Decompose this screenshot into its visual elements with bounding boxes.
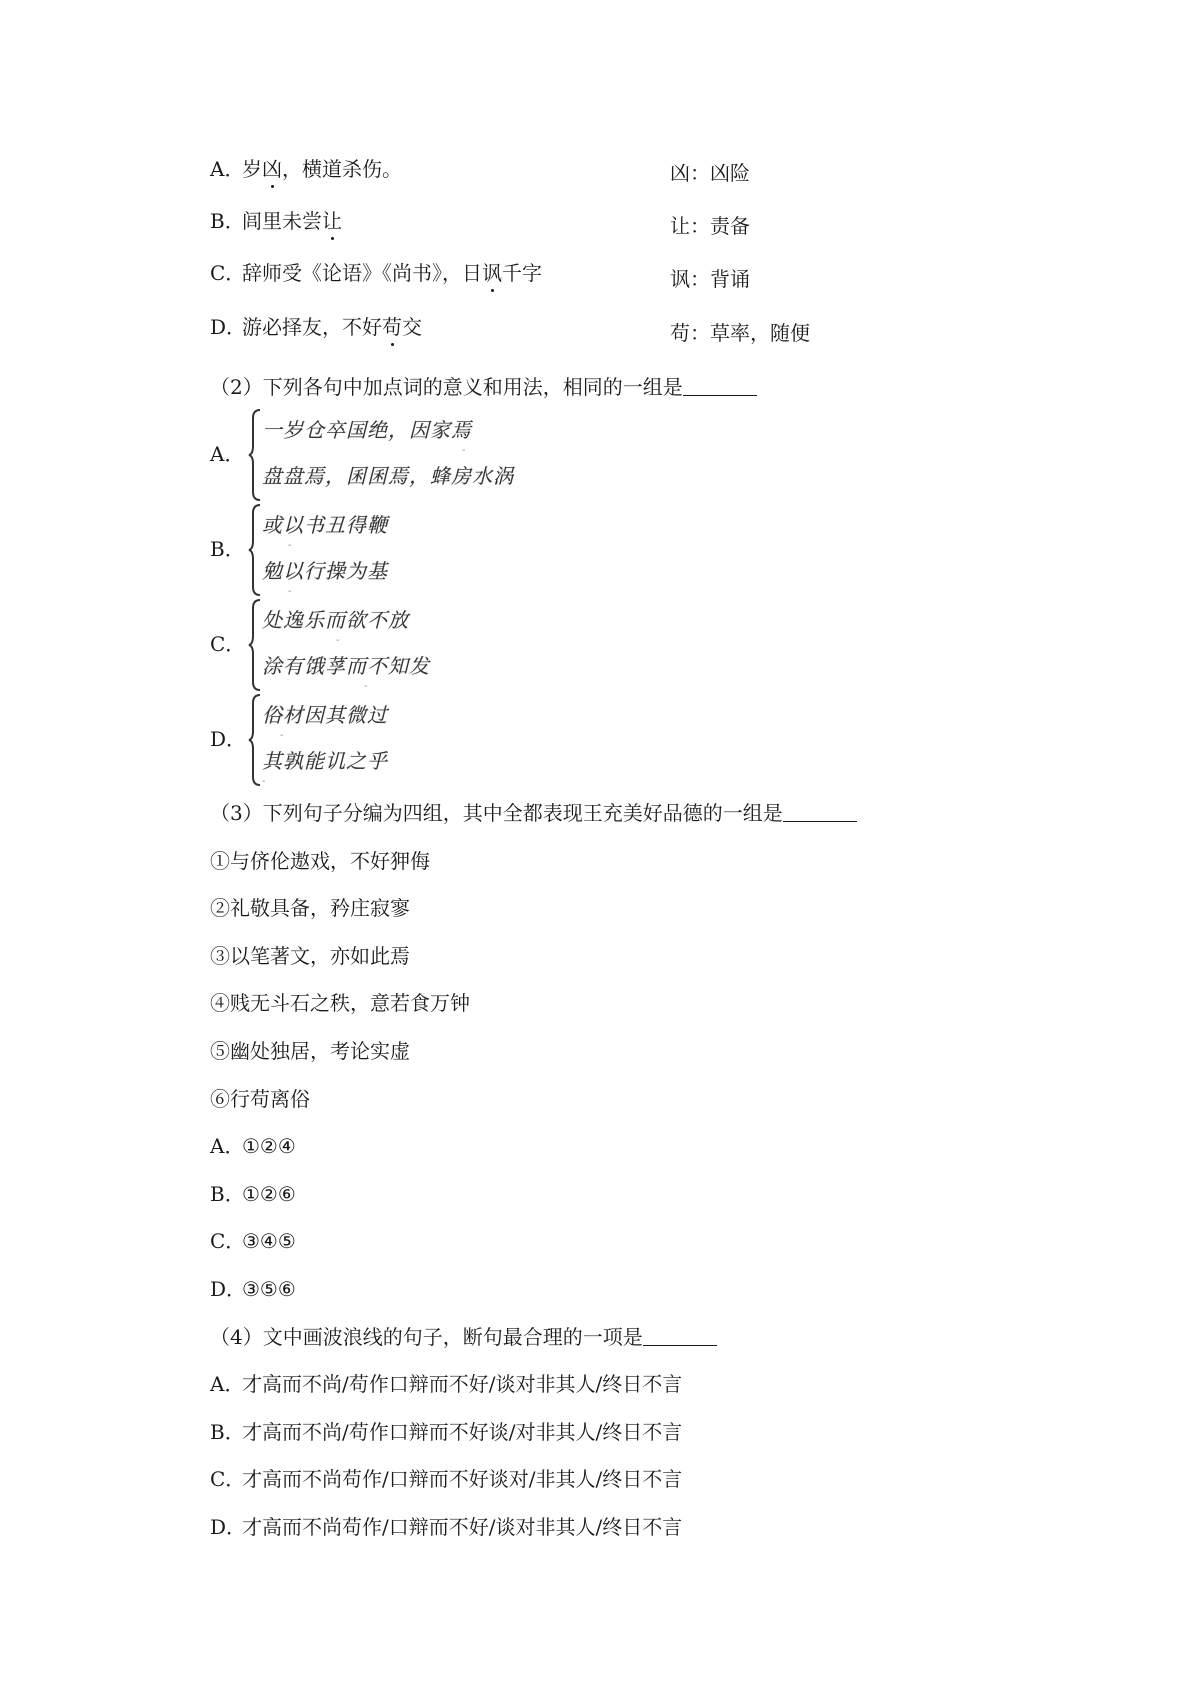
q3-option-a: A．①②④	[210, 1134, 296, 1158]
brace-icon	[248, 408, 262, 502]
q3-option-b: B．①②⑥	[210, 1182, 296, 1206]
q3-item: ②礼敬具备，矜庄寂寥	[210, 896, 410, 920]
q1-gloss-b: 让：责备	[670, 214, 750, 238]
q4-option-c: C．才高而不尚苟作/口辩而不好谈对/非其人/终日不言	[210, 1467, 683, 1491]
q2-option-c: C． 处逸乐而欲不放 涂有饿莩而不知发 - -	[210, 598, 530, 692]
q3-item: ①与侪伦遨戏，不好狎侮	[210, 849, 430, 873]
q3-option-d: D．③⑤⑥	[210, 1277, 296, 1301]
emphasis-dot-word: 凶	[262, 157, 282, 181]
brace-icon	[248, 693, 262, 787]
q1-option-c: C．辞师受《论语》《尚书》，日讽千字	[210, 261, 542, 285]
q3-option-c: C．③④⑤	[210, 1229, 296, 1253]
q2-option-d: D． 俗材因其微过 其孰能讥之乎 - -	[210, 693, 530, 787]
brace-icon	[248, 598, 262, 692]
q1-gloss-a: 凶：凶险	[670, 161, 750, 185]
q1-gloss-c: 讽：背诵	[670, 267, 750, 291]
answer-blank	[643, 1327, 717, 1346]
answer-blank	[783, 803, 857, 822]
q2-option-b: B． 或以书丑得鞭 勉以行操为基 - -	[210, 503, 530, 597]
q3-item: ③以笔著文，亦如此焉	[210, 944, 410, 968]
q2-stem: （2）下列各句中加点词的意义和用法，相同的一组是	[210, 374, 757, 400]
brace-icon	[248, 503, 262, 597]
emphasis-dot-word: 让	[322, 209, 342, 233]
q3-item: ⑤幽处独居，考论实虚	[210, 1039, 410, 1063]
q3-item: ⑥行苟离俗	[210, 1087, 310, 1111]
emphasis-dot-word: 讽	[482, 261, 502, 285]
q3-stem: （3）下列句子分编为四组，其中全都表现王充美好品德的一组是	[210, 800, 857, 826]
q1-gloss-d: 苟：草率，随便	[670, 321, 810, 345]
q4-option-d: D．才高而不尚苟作/口辩而不好/谈对非其人/终日不言	[210, 1515, 683, 1539]
emphasis-dot-word: 苟	[382, 315, 402, 339]
q4-option-b: B．才高而不尚/苟作口辩而不好谈/对非其人/终日不言	[210, 1420, 683, 1444]
q3-item: ④贱无斗石之秩，意若食万钟	[210, 991, 470, 1015]
q1-option-b: B．闾里未尝让	[210, 209, 342, 233]
q4-option-a: A．才高而不尚/苟作口辩而不好/谈对非其人/终日不言	[210, 1372, 683, 1396]
q1-option-d: D．游必择友，不好苟交	[210, 315, 422, 339]
q1-option-a: A．岁凶，横道杀伤。	[210, 157, 402, 181]
q4-stem: （4）文中画波浪线的句子，断句最合理的一项是	[210, 1324, 717, 1350]
q2-option-a: A． 一岁仓卒国绝，因家焉 盘盘焉，囷囷焉，蜂房水涡 -	[210, 408, 530, 502]
answer-blank	[683, 377, 757, 396]
